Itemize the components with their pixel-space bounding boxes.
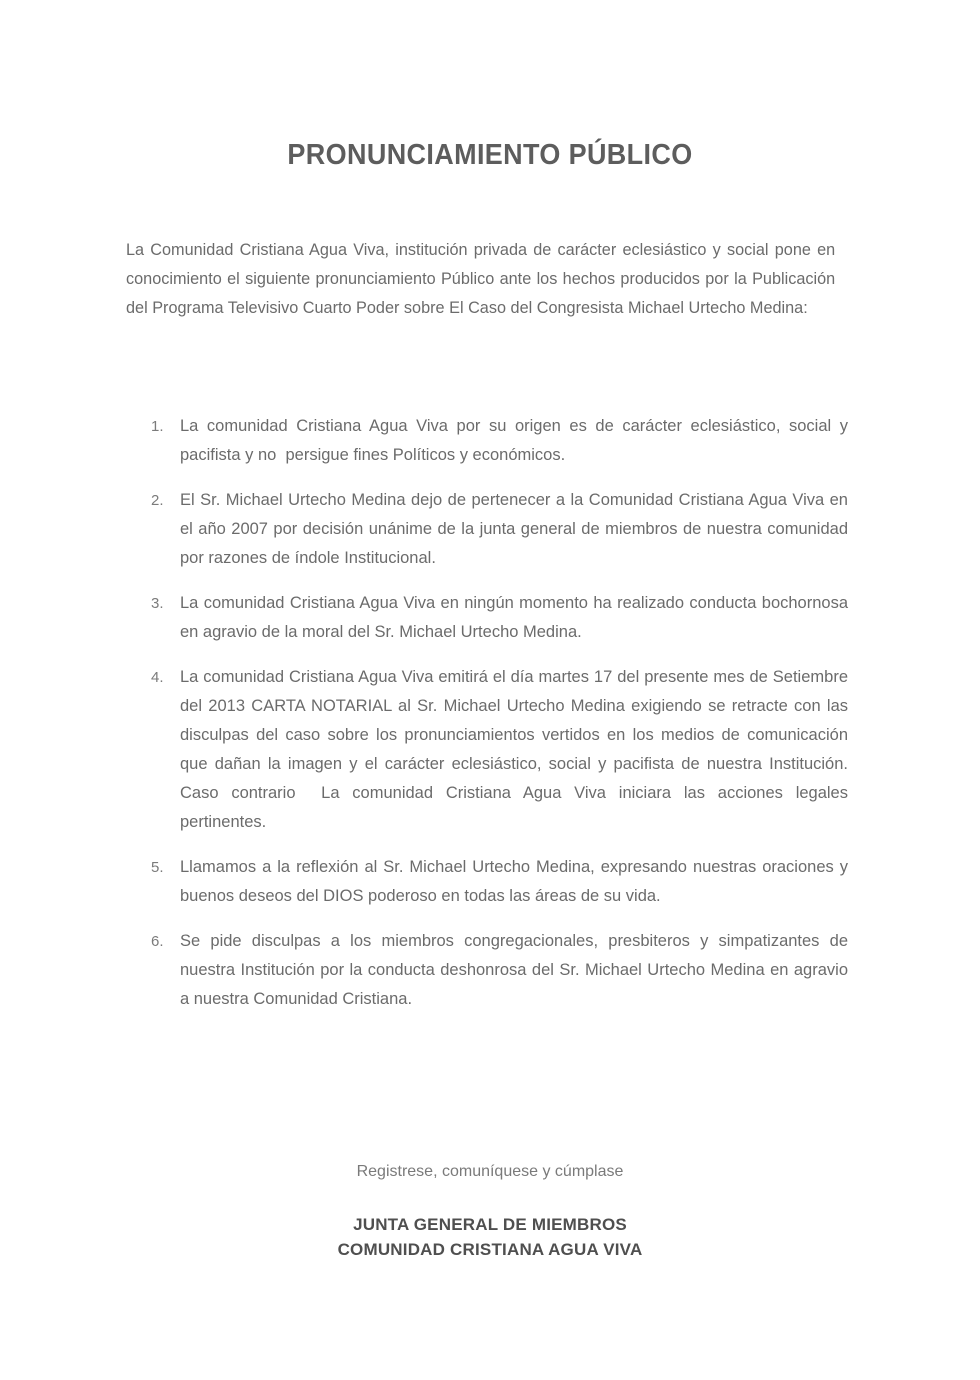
list-item-number: 2. bbox=[151, 492, 164, 509]
list-item bbox=[148, 853, 853, 911]
signatory-organization: COMUNIDAD CRISTIANA AGUA VIVA bbox=[337, 1240, 643, 1259]
intro-paragraph: La Comunidad Cristiana Agua Viva, institución privada de carácter eclesiástico y social pone en conocimiento el siguiente pronunciamiento Público ante los hechos producidos por la Publicación del Programa Televisivo Cuarto Poder sobre El Caso del Congresista Michael Urtecho Medina: bbox=[126, 241, 836, 317]
list-item bbox=[148, 663, 853, 837]
list-item bbox=[148, 927, 853, 1014]
list-item-text: Se pide disculpas a los miembros congregacionales, presbiteros y simpatizantes de nuestra Institución por la conducta deshonrosa del Sr. Michael Urtecho Medina en agravio a nuestra Comunidad Cristiana. bbox=[180, 932, 853, 1008]
list-item-text: La comunidad Cristiana Agua Viva en ningún momento ha realizado conducta bochornosa en agravio de la moral del Sr. Michael Urtecho Medina. bbox=[180, 594, 853, 641]
list-item-text: Llamamos a la reflexión al Sr. Michael Urtecho Medina, expresando nuestras oraciones y buenos deseos del DIOS poderoso en todas las áreas de su vida. bbox=[180, 858, 853, 905]
list-item-text: El Sr. Michael Urtecho Medina dejo de pertenecer a la Comunidad Cristiana Agua Viva en el año 2007 por decisión unánime de la junta general de miembros de nuestra comunidad por razones de índole Institucional. bbox=[180, 491, 853, 567]
signatory-board: JUNTA GENERAL DE MIEMBROS bbox=[353, 1215, 627, 1234]
closing-formula: Registrese, comuníquese y cúmplase bbox=[356, 1163, 624, 1180]
list-item bbox=[148, 589, 853, 647]
signature-block bbox=[0, 1160, 980, 1262]
list-item-number: 3. bbox=[151, 595, 164, 612]
list-item-text: La comunidad Cristiana Agua Viva por su origen es de carácter eclesiástico, social y pacifista y no persigue fines Políticos y económicos. bbox=[180, 417, 853, 464]
numbered-statement-list bbox=[148, 412, 853, 1030]
list-item bbox=[148, 412, 853, 470]
list-item-number: 5. bbox=[151, 859, 164, 876]
list-item-number: 1. bbox=[151, 418, 164, 435]
list-item bbox=[148, 486, 853, 573]
list-item-number: 6. bbox=[151, 933, 164, 950]
list-item-text: La comunidad Cristiana Agua Viva emitirá el día martes 17 del presente mes de Setiembre del 2013 CARTA NOTARIAL al Sr. Michael Urtecho Medina exigiendo se retracte con las disculpas del caso sobre los pronunciamientos vertidos en los medios de comunicación que dañan la imagen y el carácter eclesiástico, social y pacifista de nuestra Institución. Caso contrario La comunidad Cristiana Agua Viva iniciara las acciones legales pertinentes. bbox=[180, 668, 853, 831]
intro-section bbox=[126, 236, 846, 323]
list-item-number: 4. bbox=[151, 669, 164, 686]
page-title: PRONUNCIAMIENTO PÚBLICO bbox=[287, 139, 693, 172]
